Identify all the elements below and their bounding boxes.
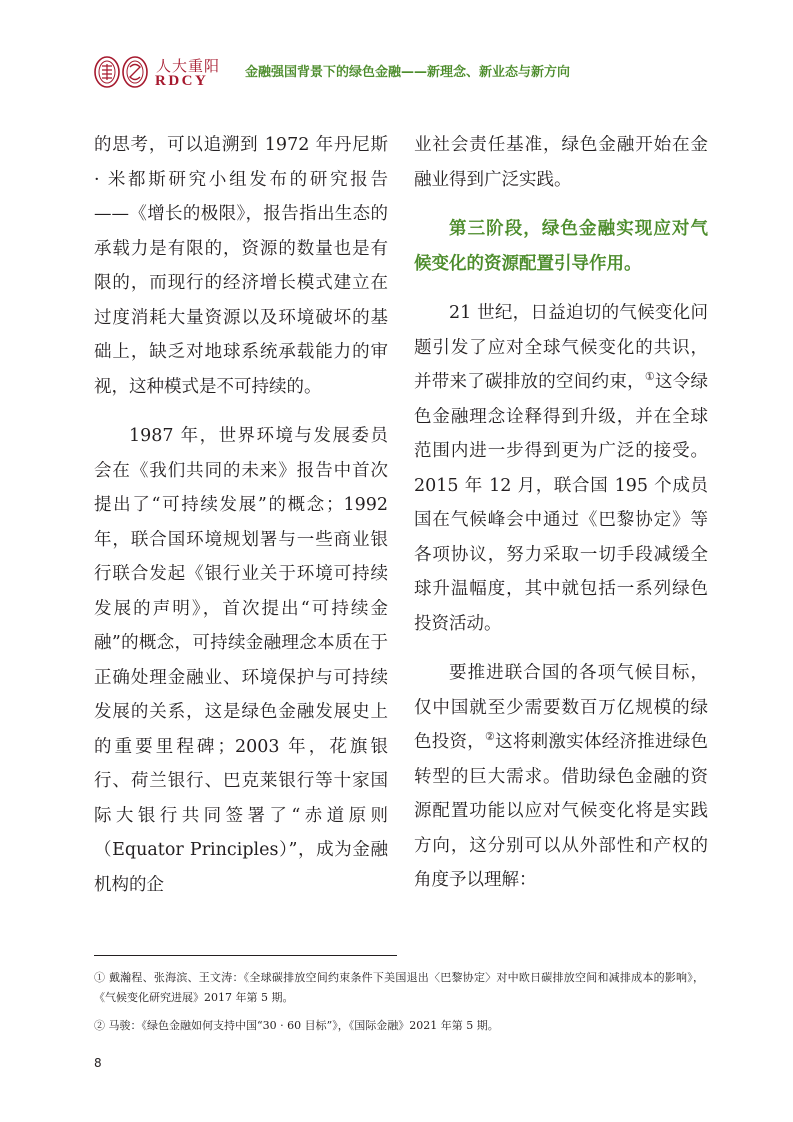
body-paragraph: 业社会责任基准，绿色金融开始在金融业得到广泛实践。 [414, 135, 708, 190]
footnote-marker[interactable]: ① [644, 370, 655, 384]
rdcy-logo [94, 52, 226, 96]
section-heading: 第三阶段，绿色金融实现应对气候变化的资源配置引导作用。 [414, 219, 708, 274]
page-number: 8 [94, 1056, 102, 1070]
page-header [0, 0, 793, 108]
body-paragraph [414, 296, 708, 641]
left-column [94, 128, 388, 902]
paragraph-text: 21 世纪，日益迫切的气候变化问题引发了应对全球气候变化的共识，并带来了碳排放的空间约束， [414, 303, 708, 392]
footnotes [94, 968, 704, 1044]
footnote-item: ① 戴瀚程、张海滨、王文涛：《全球碳排放空间约束条件下美国退出〈巴黎协定〉对中欧日碳排放空间和减排成本的影响》，《气候变化研究进展》2017 年第 5 期。 [94, 971, 704, 1004]
seal-icon [122, 56, 148, 88]
body-paragraph [414, 656, 708, 898]
right-column [414, 128, 708, 898]
paragraph-text: 这令绿色金融理念诠释得到升级，并在全球范围内进一步得到更为广泛的接受。2015 年 12 月，联合国 195 个成员国在气候峰会中通过《巴黎协定》等各项协议，努力采取一切手段减缓全球升温幅度，其中就包括一系列绿色投资活动。 [414, 372, 708, 634]
paragraph-text: 这将刺激实体经济推进绿色转型的巨大需求。借助绿色金融的资源配置功能以应对气候变化将是实践方向，这分别可以从外部性和产权的角度予以理解： [414, 732, 708, 890]
footnote-item: ② 马骏：《绿色金融如何支持中国“30 · 60 目标”》，《国际金融》2021 年第 5 期。 [94, 1019, 499, 1032]
body-paragraph: 1987 年，世界环境与发展委员会在《我们共同的未来》报告中首次提出了“可持续发展”的概念；1992 年，联合国环境规划署与一些商业银行联合发起《银行业关于环境可持续发展的声明》，首次提出“可持续金融”的概念，可持续金融理念本质在于正确处理金融业、环境保护与可持续发展的关系，这是绿色金融发展史上的重要里程碑；2003 年，花旗银行、荷兰银行、巴克莱银行等十家国际大银行共同签署了“赤道原则（Equator Principles）”，成为金融机构的企 [94, 426, 388, 895]
footnote-divider [94, 955, 397, 956]
paragraph-text: 要推进联合国的各项气候目标，仅中国就至少需要数百万亿规模的绿色投资， [414, 663, 708, 752]
logo-chinese-text: 人大重阳 [156, 57, 221, 75]
logo-english-text: RDCY [155, 73, 209, 89]
seal-icon [94, 56, 120, 88]
footnote-marker[interactable]: ② [485, 730, 496, 744]
body-paragraph: 的思考，可以追溯到 1972 年丹尼斯 · 米都斯研究小组发布的研究报告 ——《增长的极限》，报告指出生态的承载力是有限的，资源的数量也是有限的，而现行的经济增长模式建立在过度消耗大量资源以及环境破坏的基础上，缺乏对地球系统承载能力的审视，这种模式是不可持续的。 [94, 135, 388, 397]
running-header-title: 金融强国背景下的绿色金融——新理念、新业态与新方向 [245, 65, 571, 80]
